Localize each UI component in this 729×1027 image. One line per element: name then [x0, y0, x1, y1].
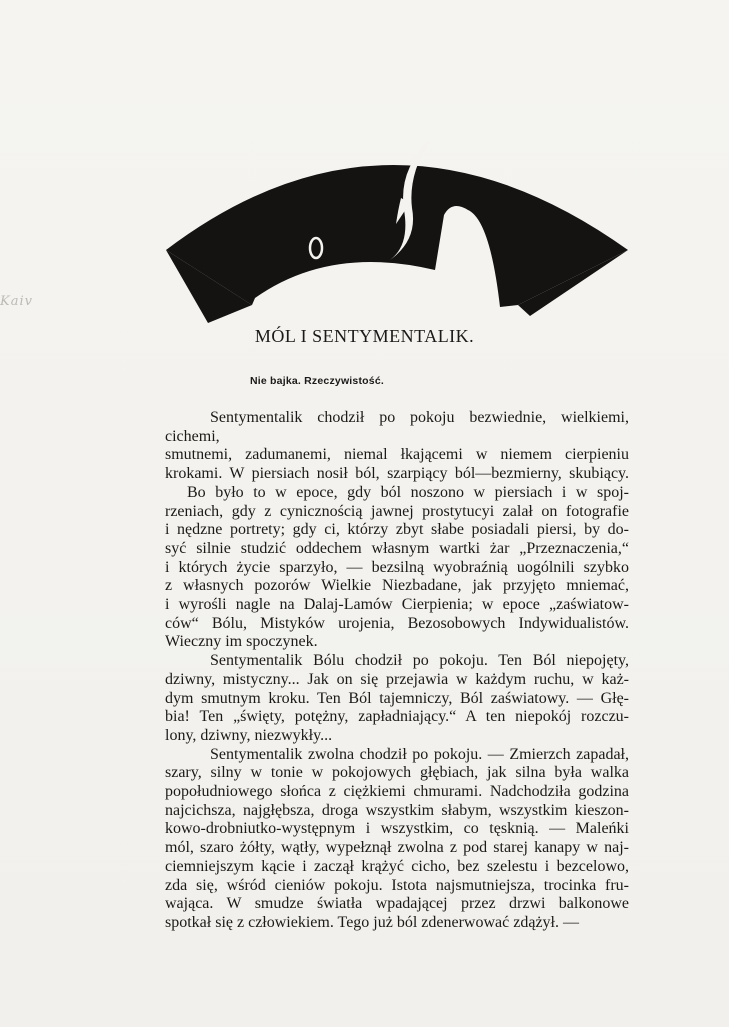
text-line: kowo-drobniutko-występnym i wszystkim, co tęsknią. — Maleńki: [165, 820, 629, 838]
text-line: wająca. W smudze światła wpadającej przez drzwi balkonowe: [165, 895, 629, 913]
text-line: bia! Ten „święty, potężny, zapładniający.“ A ten niepokój rozczu-: [165, 708, 629, 726]
body-text: [165, 409, 629, 933]
text-line: rzeniach, gdy z cynicznością jawnej prostytucyi zalał on fotografie: [165, 502, 629, 520]
chapter-subtitle: Nie bajka. Rzeczywistość.: [250, 375, 384, 387]
text-line: Sentymentalik chodził po pokoju bezwiednie, wielkiemi, cichemi,: [165, 409, 629, 445]
text-line: Sentymentalik zwolna chodził po pokoju. — Zmierzch zapadał,: [210, 745, 629, 763]
handwritten-margin-note: Kaiv: [0, 294, 33, 309]
fan-vignette-illustration: [160, 120, 635, 325]
text-line: z własnych pozorów Wielkie Niezbadane, jak przyjęto mniemać,: [165, 577, 629, 595]
text-line: najcichsza, najgłębsza, droga wszystkim słabym, wszystkim kieszon-: [165, 801, 629, 819]
text-line: spotkał się z człowiekiem. Tego już ból zdenerwować zdążył. —: [165, 913, 579, 931]
text-line: zda się, wśród cieniów pokoju. Istota najsmutniejsza, trocinka fru-: [165, 876, 629, 894]
text-line: popołudniowego słońca z ciężkiemi chmurami. Nadchodziła godzina: [165, 783, 629, 801]
text-line: dziwny, mistyczny... Jak on się przejawia w każdym ruchu, w każ-: [165, 670, 629, 688]
text-line: ciemniejszym kącie i zaczął krążyć cicho, bez szelestu i bezcelowo,: [165, 857, 629, 875]
text-line: szary, silny w tonie w pokojowych głębiach, jak silna była walka: [165, 764, 629, 782]
text-line: Bo było to w epoce, gdy ból noszono w piersiach i w spoj-: [187, 483, 629, 501]
text-line: i nędzne portrety; gdy ci, którzy zbyt słabe posiadali piersi, by do-: [165, 521, 629, 539]
text-line: Sentymentalik Bólu chodził po pokoju. Ten Ból niepojęty,: [210, 652, 629, 670]
text-line: dym smutnym kroku. Ten Ból tajemniczy, Ból zaświatowy. — Głę-: [165, 689, 629, 707]
text-line: syć silnie studzić oddechem własnym wartki żar „Przeznaczenia,“: [165, 539, 629, 557]
text-line: ców“ Bólu, Mistyków urojenia, Bezosobowych Indywidualistów.: [165, 614, 629, 632]
text-line: lony, dziwny, niezwykły...: [165, 726, 333, 744]
text-line: smutnemi, zadumanemi, niemal łkającemi w niemem cierpieniu: [165, 446, 629, 464]
text-line: i których życie sparzyło, — bezsilną wyobraźnią uogólnili szybko: [165, 558, 629, 576]
text-line: mól, szaro żółty, wątły, wypełznął zwolna z pod starej kanapy w naj-: [165, 839, 629, 857]
text-line: krokami. W piersiach nosił ból, szarpiący ból—bezmierny, skubiący.: [165, 465, 629, 483]
text-line: Wieczny im spoczynek.: [165, 633, 318, 651]
text-line: i wyrośli nagle na Dalaj-Lamów Cierpienia; w epoce „zaświatow-: [165, 596, 629, 614]
chapter-title: MÓL I SENTYMENTALIK.: [254, 326, 475, 346]
